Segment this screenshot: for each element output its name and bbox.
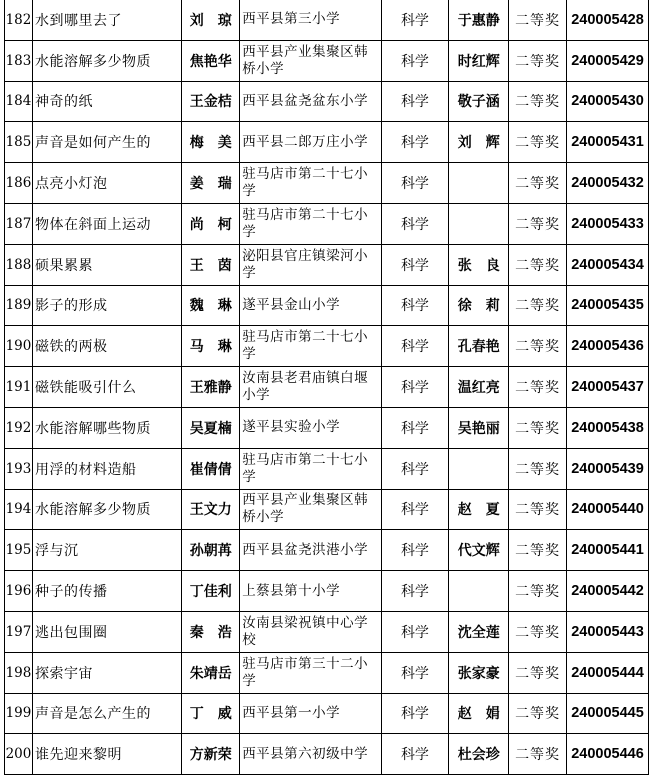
table-row — [5, 407, 649, 448]
row-number-cell: 194 — [5, 489, 33, 530]
subject-cell: 科学 — [381, 122, 449, 163]
author-name-cell: 王金桔 — [182, 81, 240, 122]
work-title-cell: 探索宇宙 — [32, 652, 181, 693]
teacher-name-cell: 温红亮 — [449, 367, 509, 408]
award-level-cell: 二等奖 — [509, 203, 567, 244]
award-level-cell: 二等奖 — [509, 448, 567, 489]
school-name-cell: 遂平县金山小学 — [240, 285, 381, 326]
table-row — [5, 122, 649, 163]
teacher-name-cell: 代文辉 — [449, 530, 509, 571]
school-name-cell: 泌阳县官庄镇梁河小学 — [240, 244, 381, 285]
award-level-cell: 二等奖 — [509, 244, 567, 285]
author-name-cell: 方新荣 — [182, 734, 240, 775]
award-level-cell: 二等奖 — [509, 0, 567, 40]
row-number-cell: 189 — [5, 285, 33, 326]
subject-cell: 科学 — [381, 81, 449, 122]
author-name-cell: 尚 柯 — [182, 203, 240, 244]
teacher-name-cell: 徐 莉 — [449, 285, 509, 326]
row-number-cell: 184 — [5, 81, 33, 122]
certificate-code-cell: 240005442 — [566, 571, 648, 612]
author-name-cell: 王文力 — [182, 489, 240, 530]
school-name-cell: 西平县二郎万庄小学 — [240, 122, 381, 163]
row-number-cell: 199 — [5, 693, 33, 734]
subject-cell: 科学 — [381, 571, 449, 612]
certificate-code-cell: 240005444 — [566, 652, 648, 693]
author-name-cell: 王雅静 — [182, 367, 240, 408]
row-number-cell: 193 — [5, 448, 33, 489]
table-row — [5, 489, 649, 530]
table-row — [5, 163, 649, 204]
row-number-cell: 182 — [5, 0, 33, 40]
table-row — [5, 611, 649, 652]
row-number-cell: 185 — [5, 122, 33, 163]
work-title-cell: 谁先迎来黎明 — [32, 734, 181, 775]
author-name-cell: 梅 美 — [182, 122, 240, 163]
author-name-cell: 丁佳利 — [182, 571, 240, 612]
certificate-code-cell: 240005439 — [566, 448, 648, 489]
certificate-code-cell: 240005440 — [566, 489, 648, 530]
table-row — [5, 530, 649, 571]
award-level-cell: 二等奖 — [509, 407, 567, 448]
certificate-code-cell: 240005438 — [566, 407, 648, 448]
award-level-cell: 二等奖 — [509, 285, 567, 326]
table-row — [5, 81, 649, 122]
subject-cell: 科学 — [381, 407, 449, 448]
teacher-name-cell — [449, 163, 509, 204]
subject-cell: 科学 — [381, 203, 449, 244]
teacher-name-cell — [449, 203, 509, 244]
school-name-cell: 上蔡县第十小学 — [240, 571, 381, 612]
work-title-cell: 种子的传播 — [32, 571, 181, 612]
teacher-name-cell: 孔春艳 — [449, 326, 509, 367]
work-title-cell: 影子的形成 — [32, 285, 181, 326]
subject-cell: 科学 — [381, 489, 449, 530]
work-title-cell: 物体在斜面上运动 — [32, 203, 181, 244]
certificate-code-cell: 240005437 — [566, 367, 648, 408]
award-level-cell: 二等奖 — [509, 40, 567, 81]
work-title-cell: 逃出包围圈 — [32, 611, 181, 652]
teacher-name-cell: 张 良 — [449, 244, 509, 285]
row-number-cell: 196 — [5, 571, 33, 612]
table-row — [5, 203, 649, 244]
award-level-cell: 二等奖 — [509, 122, 567, 163]
subject-cell: 科学 — [381, 40, 449, 81]
table-row — [5, 693, 649, 734]
table-row — [5, 40, 649, 81]
teacher-name-cell: 杜会珍 — [449, 734, 509, 775]
teacher-name-cell: 敬子涵 — [449, 81, 509, 122]
row-number-cell: 190 — [5, 326, 33, 367]
author-name-cell: 朱靖岳 — [182, 652, 240, 693]
work-title-cell: 浮与沉 — [32, 530, 181, 571]
author-name-cell: 孙朝苒 — [182, 530, 240, 571]
row-number-cell: 188 — [5, 244, 33, 285]
school-name-cell: 遂平县实验小学 — [240, 407, 381, 448]
row-number-cell: 192 — [5, 407, 33, 448]
work-title-cell: 水能溶解多少物质 — [32, 489, 181, 530]
table-row — [5, 0, 649, 40]
teacher-name-cell: 时红辉 — [449, 40, 509, 81]
certificate-code-cell: 240005431 — [566, 122, 648, 163]
school-name-cell: 西平县产业集聚区韩桥小学 — [240, 489, 381, 530]
author-name-cell: 马 琳 — [182, 326, 240, 367]
author-name-cell: 秦 浩 — [182, 611, 240, 652]
subject-cell: 科学 — [381, 448, 449, 489]
subject-cell: 科学 — [381, 163, 449, 204]
work-title-cell: 磁铁的两极 — [32, 326, 181, 367]
subject-cell: 科学 — [381, 611, 449, 652]
subject-cell: 科学 — [381, 693, 449, 734]
school-name-cell: 驻马店市第二十七小学 — [240, 163, 381, 204]
table-row — [5, 448, 649, 489]
award-level-cell: 二等奖 — [509, 367, 567, 408]
certificate-code-cell: 240005432 — [566, 163, 648, 204]
award-level-cell: 二等奖 — [509, 81, 567, 122]
teacher-name-cell: 赵 娟 — [449, 693, 509, 734]
award-list-sheet — [4, 0, 649, 775]
row-number-cell: 200 — [5, 734, 33, 775]
author-name-cell: 姜 瑞 — [182, 163, 240, 204]
award-level-cell: 二等奖 — [509, 326, 567, 367]
subject-cell: 科学 — [381, 326, 449, 367]
subject-cell: 科学 — [381, 530, 449, 571]
subject-cell: 科学 — [381, 652, 449, 693]
work-title-cell: 声音是怎么产生的 — [32, 693, 181, 734]
award-level-cell: 二等奖 — [509, 652, 567, 693]
teacher-name-cell: 刘 辉 — [449, 122, 509, 163]
certificate-code-cell: 240005430 — [566, 81, 648, 122]
teacher-name-cell — [449, 571, 509, 612]
author-name-cell: 焦艳华 — [182, 40, 240, 81]
row-number-cell: 186 — [5, 163, 33, 204]
certificate-code-cell: 240005441 — [566, 530, 648, 571]
teacher-name-cell: 赵 夏 — [449, 489, 509, 530]
row-number-cell: 195 — [5, 530, 33, 571]
school-name-cell: 汝南县梁祝镇中心学校 — [240, 611, 381, 652]
teacher-name-cell: 沈全莲 — [449, 611, 509, 652]
table-body — [5, 0, 649, 775]
subject-cell: 科学 — [381, 367, 449, 408]
school-name-cell: 西平县第三小学 — [240, 0, 381, 40]
author-name-cell: 吴夏楠 — [182, 407, 240, 448]
author-name-cell: 崔倩倩 — [182, 448, 240, 489]
school-name-cell: 西平县盆尧洪港小学 — [240, 530, 381, 571]
certificate-code-cell: 240005446 — [566, 734, 648, 775]
certificate-code-cell: 240005445 — [566, 693, 648, 734]
work-title-cell: 硕果累累 — [32, 244, 181, 285]
school-name-cell: 西平县盆尧盆东小学 — [240, 81, 381, 122]
award-level-cell: 二等奖 — [509, 489, 567, 530]
school-name-cell: 西平县产业集聚区韩桥小学 — [240, 40, 381, 81]
award-level-cell: 二等奖 — [509, 530, 567, 571]
school-name-cell: 驻马店市第三十二小学 — [240, 652, 381, 693]
award-level-cell: 二等奖 — [509, 734, 567, 775]
award-table — [4, 0, 649, 775]
subject-cell: 科学 — [381, 285, 449, 326]
teacher-name-cell — [449, 448, 509, 489]
table-row — [5, 285, 649, 326]
award-level-cell: 二等奖 — [509, 163, 567, 204]
subject-cell: 科学 — [381, 0, 449, 40]
row-number-cell: 187 — [5, 203, 33, 244]
subject-cell: 科学 — [381, 244, 449, 285]
row-number-cell: 197 — [5, 611, 33, 652]
award-level-cell: 二等奖 — [509, 571, 567, 612]
row-number-cell: 183 — [5, 40, 33, 81]
work-title-cell: 声音是如何产生的 — [32, 122, 181, 163]
school-name-cell: 驻马店市第二十七小学 — [240, 448, 381, 489]
table-row — [5, 326, 649, 367]
school-name-cell: 西平县第一小学 — [240, 693, 381, 734]
teacher-name-cell: 吴艳丽 — [449, 407, 509, 448]
certificate-code-cell: 240005434 — [566, 244, 648, 285]
award-level-cell: 二等奖 — [509, 693, 567, 734]
certificate-code-cell: 240005433 — [566, 203, 648, 244]
work-title-cell: 点亮小灯泡 — [32, 163, 181, 204]
table-row — [5, 367, 649, 408]
row-number-cell: 198 — [5, 652, 33, 693]
row-number-cell: 191 — [5, 367, 33, 408]
table-row — [5, 652, 649, 693]
school-name-cell: 驻马店市第二十七小学 — [240, 326, 381, 367]
certificate-code-cell: 240005435 — [566, 285, 648, 326]
table-row — [5, 244, 649, 285]
certificate-code-cell: 240005436 — [566, 326, 648, 367]
school-name-cell: 西平县第六初级中学 — [240, 734, 381, 775]
certificate-code-cell: 240005443 — [566, 611, 648, 652]
certificate-code-cell: 240005429 — [566, 40, 648, 81]
school-name-cell: 驻马店市第二十七小学 — [240, 203, 381, 244]
teacher-name-cell: 于惠静 — [449, 0, 509, 40]
work-title-cell: 水能溶解哪些物质 — [32, 407, 181, 448]
work-title-cell: 水到哪里去了 — [32, 0, 181, 40]
work-title-cell: 用浮的材料造船 — [32, 448, 181, 489]
work-title-cell: 磁铁能吸引什么 — [32, 367, 181, 408]
author-name-cell: 魏 琳 — [182, 285, 240, 326]
table-row — [5, 571, 649, 612]
teacher-name-cell: 张家豪 — [449, 652, 509, 693]
school-name-cell: 汝南县老君庙镇白堰小学 — [240, 367, 381, 408]
certificate-code-cell: 240005428 — [566, 0, 648, 40]
author-name-cell: 王 茵 — [182, 244, 240, 285]
author-name-cell: 刘 琼 — [182, 0, 240, 40]
author-name-cell: 丁 威 — [182, 693, 240, 734]
subject-cell: 科学 — [381, 734, 449, 775]
work-title-cell: 神奇的纸 — [32, 81, 181, 122]
table-row — [5, 734, 649, 775]
work-title-cell: 水能溶解多少物质 — [32, 40, 181, 81]
award-level-cell: 二等奖 — [509, 611, 567, 652]
